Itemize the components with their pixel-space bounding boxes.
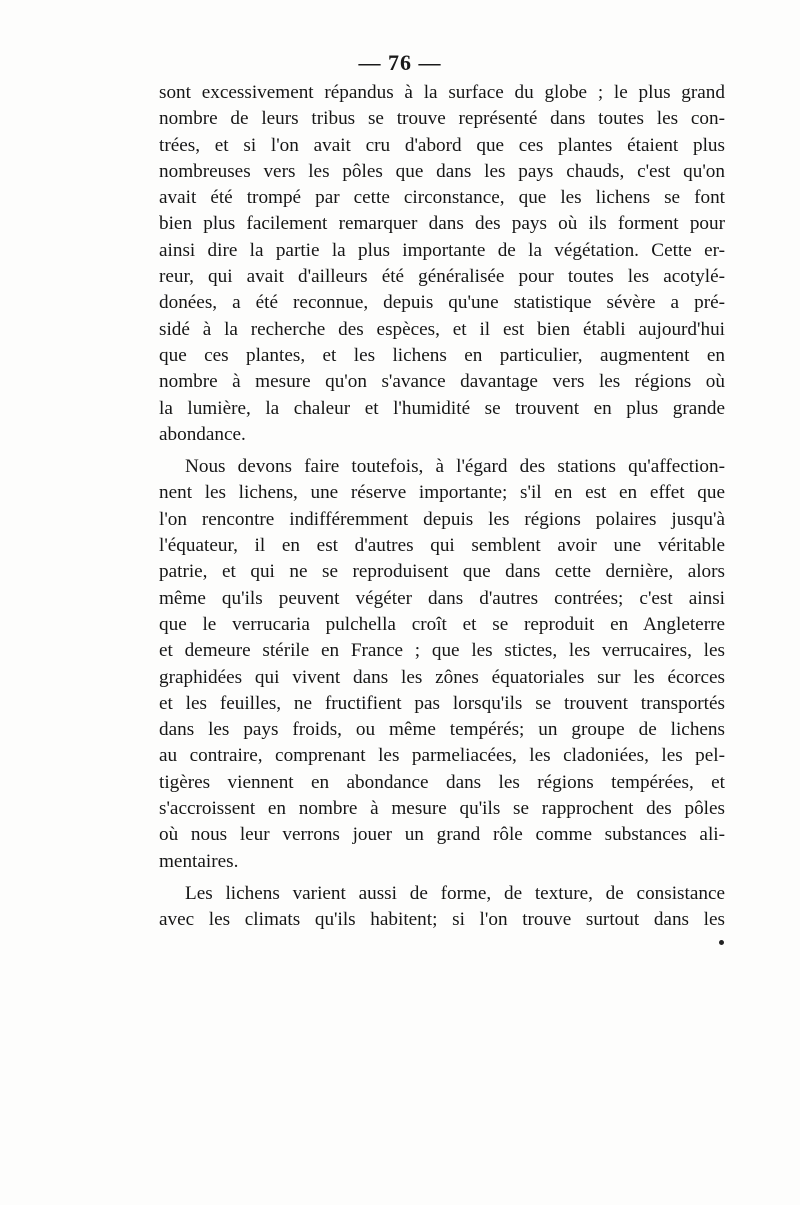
paragraph xyxy=(159,80,725,448)
text-line: et les feuilles, ne fructifient pas lorsqu'ils se trouvent transportés xyxy=(159,692,725,714)
text-line: que le verrucaria pulchella croît et se reproduit en Angleterre xyxy=(159,613,725,635)
text-line: nombre à mesure qu'on s'avance davantage vers les régions où xyxy=(159,371,725,393)
text-line: au contraire, comprenant les parmeliacées, les cladoniées, les pel- xyxy=(159,745,725,767)
text-line: dans les pays froids, ou même tempérés; un groupe de lichens xyxy=(159,719,725,741)
text-line: abondance. xyxy=(159,423,246,445)
text-line: tigères viennent en abondance dans les régions tempérées, et xyxy=(159,771,725,793)
text-line: donées, a été reconnue, depuis qu'une statistique sévère a pré- xyxy=(159,292,725,314)
text-line: nent les lichens, une réserve importante; s'il en est en effet que xyxy=(159,482,725,504)
ink-mark xyxy=(719,940,724,945)
text-line: sont excessivement répandus à la surface du globe ; le plus grand xyxy=(159,82,725,103)
text-line: nombreuses vers les pôles que dans les pays chauds, c'est qu'on xyxy=(159,160,725,182)
text-line: mentaires. xyxy=(159,850,239,872)
paragraph xyxy=(159,881,725,934)
text-line: avec les climats qu'ils habitent; si l'on trouve surtout dans les xyxy=(159,909,725,931)
text-line: nombre de leurs tribus se trouve représenté dans toutes les con- xyxy=(159,108,725,130)
page-number: — 76 — xyxy=(358,50,442,75)
text-line: la lumière, la chaleur et l'humidité se trouvent en plus grande xyxy=(159,397,725,419)
text-line: et demeure stérile en France ; que les stictes, les verrucaires, les xyxy=(159,640,725,662)
text-line: avait été trompé par cette circonstance, que les lichens se font xyxy=(159,187,725,209)
text-line: l'on rencontre indifféremment depuis les régions polaires jusqu'à xyxy=(159,508,725,530)
text-line: reur, qui avait d'ailleurs été généralisée pour toutes les acotylé- xyxy=(159,266,725,288)
text-line: s'accroissent en nombre à mesure qu'ils se rapprochent des pôles xyxy=(159,798,725,820)
text-line: ainsi dire la partie la plus importante de la végétation. Cette er- xyxy=(159,239,725,261)
text-line: sidé à la recherche des espèces, et il est bien établi aujourd'hui xyxy=(159,318,725,340)
paragraph xyxy=(159,454,725,875)
text-line: Nous devons faire toutefois, à l'égard des stations qu'affection- xyxy=(185,456,725,478)
text-line: que ces plantes, et les lichens en particulier, augmentent en xyxy=(159,344,725,366)
text-line: trées, et si l'on avait cru d'abord que ces plantes étaient plus xyxy=(159,134,725,156)
text-line: même qu'ils peuvent végéter dans d'autres contrées; c'est ainsi xyxy=(159,587,725,609)
text-line: l'équateur, il en est d'autres qui semblent avoir une véritable xyxy=(159,535,725,557)
text-line: Les lichens varient aussi de forme, de texture, de consistance xyxy=(185,882,725,904)
text-line: bien plus facilement remarquer dans des pays où ils forment pour xyxy=(159,213,725,235)
text-line: où nous leur verrons jouer un grand rôle comme substances ali- xyxy=(159,824,725,846)
text-line: graphidées qui vivent dans les zônes équatoriales sur les écorces xyxy=(159,666,725,688)
text-line: patrie, et qui ne se reproduisent que dans cette dernière, alors xyxy=(159,561,725,583)
body-text xyxy=(159,80,725,934)
